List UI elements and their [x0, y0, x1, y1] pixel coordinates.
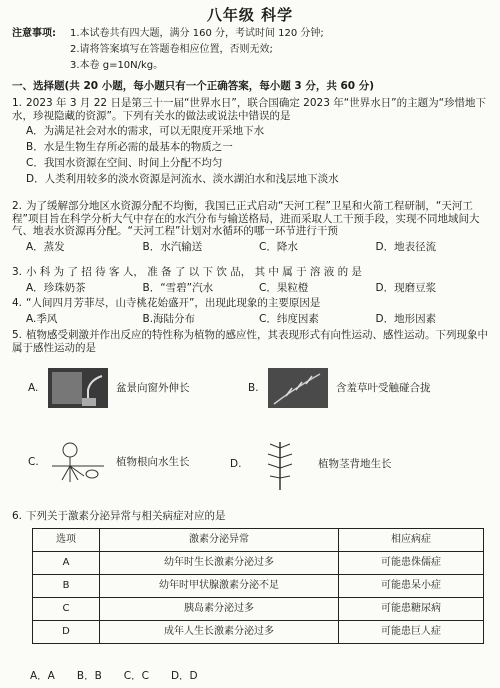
option-letter: C.: [28, 455, 39, 468]
question-text: 为了缓解部分地区水资源分配不均衡，我国已正式启动“天河工程”卫星和火箭工程研制，“天河工程”项目旨在科学分析大气中存在的水汽分布与输送格局，进而采取人工干预手段，实现不同地域间大气、地表水资源再分配。“天河工程”计划对水循环的哪一环节进行干预: [12, 200, 480, 238]
option: D．人类利用较多的淡水资源是河流水、淡水湖泊水和浅层地下淡水: [26, 173, 339, 186]
image-option-d: [230, 436, 392, 492]
question-text: 下列关于激素分泌异常与相关病症对应的是: [26, 510, 226, 522]
option: B．水是生物生存所必需的最基本的物质之一: [26, 141, 233, 154]
option: D．地表径流: [375, 240, 437, 253]
option: A.季风: [26, 312, 58, 325]
table-cell: 胰岛素分泌过多: [100, 598, 339, 621]
question-number: 6.: [12, 510, 23, 522]
table-cell: 可能患侏儒症: [339, 552, 484, 575]
option: A．蒸发: [26, 240, 65, 253]
table-row: [33, 575, 484, 598]
table-header: 激素分泌异常: [100, 529, 339, 552]
option: A．珍珠奶茶: [26, 281, 86, 294]
table-cell: 可能患糖尿病: [339, 598, 484, 621]
option: A．为满足社会对水的需求，可以无限度开采地下水: [26, 125, 265, 138]
option-letter: D.: [230, 457, 242, 470]
table-row: [33, 598, 484, 621]
option: B．B: [76, 670, 102, 682]
option: C．C: [123, 670, 149, 682]
notes-label: 注意事项:: [12, 28, 56, 39]
option: D．现磨豆浆: [375, 281, 437, 294]
note-item: 3.本卷 g=10N/kg。: [70, 60, 164, 71]
table-cell: B: [33, 575, 100, 598]
option: D．D: [170, 670, 198, 682]
table-cell: D: [33, 621, 100, 644]
option-letter: B.: [248, 381, 259, 394]
option: B.海陆分布: [142, 312, 196, 325]
question-number: 2.: [12, 200, 23, 212]
table-cell: A: [33, 552, 100, 575]
table-row: [33, 552, 484, 575]
table-header: 选项: [33, 529, 100, 552]
plant-roots-image: [48, 440, 108, 484]
question-3: [12, 266, 492, 298]
question-number: 4.: [12, 297, 23, 309]
table-cell: 幼年时生长激素分泌过多: [100, 552, 339, 575]
question-6: [12, 510, 492, 526]
hormone-table: [32, 528, 484, 644]
table-header: 相应病症: [339, 529, 484, 552]
question-text: “人间四月芳菲尽，山寺桃花始盛开”，出现此现象的主要原因是: [26, 297, 321, 309]
table-cell: 可能患巨人症: [339, 621, 484, 644]
question-1: [12, 97, 492, 189]
question-5: [12, 329, 492, 357]
mimosa-leaf-image: [268, 368, 328, 408]
option-caption: 含羞草叶受触碰合拢: [336, 381, 431, 394]
plant-stem-image: [250, 436, 310, 492]
question-number: 3.: [12, 266, 23, 278]
question-text: 2023 年 3 月 22 日是第三十一届“世界水日”，联合国确定 2023 年“世界水日”的主题为“珍惜地下水，珍视隐藏的资源”。下列有关水的做法或说法中错误的是: [12, 97, 487, 122]
section-heading: 一、选择题(共 20 小题，每小题只有一个正确答案，每小题 3 分，共 60 分): [12, 80, 375, 92]
note-item: 2.请将答案填写在答题卷相应位置，否则无效;: [70, 44, 273, 55]
option: C．我国水资源在空间、时间上分配不均匀: [26, 157, 223, 170]
page-title: 八年级 科学: [206, 6, 294, 24]
option-letter: A.: [28, 381, 39, 394]
question-text: 小 科 为 了 招 待 客 人， 准 备 了 以 下 饮 品， 其 中 属 于 溶 液 的 是: [26, 266, 362, 278]
question-6-options: [30, 670, 198, 683]
table-cell: 成年人生长激素分泌过多: [100, 621, 339, 644]
option-caption: 植物茎背地生长: [318, 457, 392, 470]
table-cell: 幼年时甲状腺激素分泌不足: [100, 575, 339, 598]
question-2: [12, 200, 492, 257]
table-cell: 可能患呆小症: [339, 575, 484, 598]
image-option-a: [28, 368, 190, 408]
option: A．A: [30, 670, 55, 682]
note-item: 1.本试卷共有四大题，满分 160 分，考试时间 120 分钟;: [70, 28, 324, 39]
question-number: 1.: [12, 97, 23, 109]
option: B．水汽输送: [142, 240, 203, 253]
option: C．降水: [259, 240, 298, 253]
question-text: 植物感受刺激并作出反应的特性称为植物的感应性，其表现形式有向性运动、感性运动。下列现象中属于感性运动的是: [12, 329, 488, 354]
option-caption: 植物根向水生长: [116, 455, 190, 468]
table-header-row: [33, 529, 484, 552]
image-option-c: [28, 440, 190, 484]
question-4: [12, 297, 492, 329]
notes-block: [12, 28, 492, 76]
potted-plant-window-image: [48, 368, 108, 408]
table-cell: C: [33, 598, 100, 621]
option-caption: 盆景向窗外伸长: [116, 381, 190, 394]
image-option-b: [248, 368, 431, 408]
table-row: [33, 621, 484, 644]
option: C．果粒橙: [259, 281, 309, 294]
question-number: 5.: [12, 329, 23, 341]
option: B．“雪碧”汽水: [142, 281, 214, 294]
option: D．地形因素: [375, 312, 437, 325]
option: C．纬度因素: [259, 312, 319, 325]
